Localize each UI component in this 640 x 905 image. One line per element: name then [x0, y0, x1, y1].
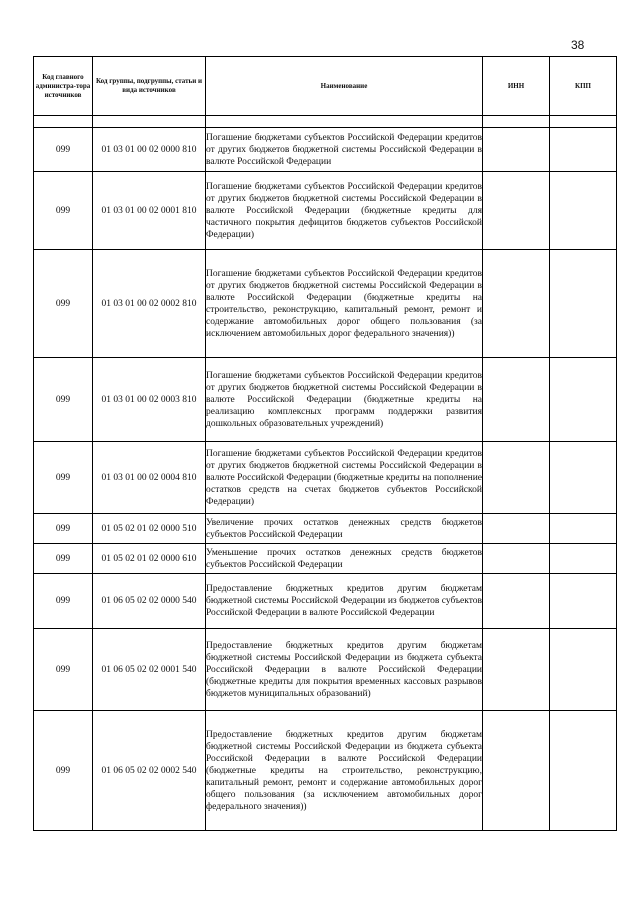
admin-code-cell: 099: [34, 629, 93, 711]
admin-code-cell: 099: [34, 128, 93, 172]
table-header-row: [34, 57, 617, 116]
table-row: [34, 358, 617, 442]
kpp-cell: [550, 629, 617, 711]
inn-cell: [483, 358, 550, 442]
header-spacer-row: [34, 116, 617, 128]
inn-cell: [483, 711, 550, 831]
kpp-cell: [550, 711, 617, 831]
table-row: [34, 514, 617, 544]
table-row: [34, 172, 617, 250]
admin-code-cell: 099: [34, 711, 93, 831]
name-cell: Предоставление бюджетных кредитов другим бюджетам бюджетной системы Российской Федерации из бюджета субъекта Российской Федерации в валюте Российской Федерации (бюджетные кредиты на строительство, реконструкцию, капитальный ремонт, ремонт и содержание автомобильных дорог общего пользования (за исключением автомобильных дорог федерального значения)): [206, 711, 483, 831]
source-code-cell: 01 03 01 00 02 0000 810: [93, 128, 206, 172]
header-inn: ИНН: [483, 57, 550, 116]
name-cell: Погашение бюджетами субъектов Российской Федерации кредитов от других бюджетов бюджетной системы Российской Федерации в валюте Российской Федерации: [206, 128, 483, 172]
table-row: [34, 629, 617, 711]
name-cell: Погашение бюджетами субъектов Российской Федерации кредитов от других бюджетов бюджетной системы Российской Федерации в валюте Российской Федерации (бюджетные кредиты на пополнение остатков средств на счетах бюджетов субъектов Российской Федерации): [206, 442, 483, 514]
source-code-cell: 01 03 01 00 02 0001 810: [93, 172, 206, 250]
kpp-cell: [550, 250, 617, 358]
source-code-cell: 01 06 05 02 02 0002 540: [93, 711, 206, 831]
inn-cell: [483, 250, 550, 358]
table-row: [34, 711, 617, 831]
table-row: [34, 544, 617, 574]
inn-cell: [483, 172, 550, 250]
sources-table: [33, 56, 617, 831]
name-cell: Увеличение прочих остатков денежных средств бюджетов субъектов Российской Федерации: [206, 514, 483, 544]
inn-cell: [483, 544, 550, 574]
table-row: [34, 574, 617, 629]
admin-code-cell: 099: [34, 172, 93, 250]
inn-cell: [483, 629, 550, 711]
kpp-cell: [550, 128, 617, 172]
kpp-cell: [550, 358, 617, 442]
admin-code-cell: 099: [34, 358, 93, 442]
kpp-cell: [550, 172, 617, 250]
inn-cell: [483, 442, 550, 514]
table-row: [34, 250, 617, 358]
source-code-cell: 01 03 01 00 02 0002 810: [93, 250, 206, 358]
table-row: [34, 442, 617, 514]
admin-code-cell: 099: [34, 574, 93, 629]
source-code-cell: 01 05 02 01 02 0000 510: [93, 514, 206, 544]
name-cell: Погашение бюджетами субъектов Российской Федерации кредитов от других бюджетов бюджетной системы Российской Федерации в валюте Российской Федерации (бюджетные кредиты на реализацию комплексных программ поддержки развития дошкольных образовательных учреждений): [206, 358, 483, 442]
table-row: [34, 128, 617, 172]
kpp-cell: [550, 574, 617, 629]
inn-cell: [483, 514, 550, 544]
kpp-cell: [550, 514, 617, 544]
header-source-code: Код группы, подгруппы, статьи и вида источников: [93, 57, 206, 116]
name-cell: Погашение бюджетами субъектов Российской Федерации кредитов от других бюджетов бюджетной системы Российской Федерации в валюте Российской Федерации (бюджетные кредиты на строительство, реконструкцию, капитальный ремонт, ремонт и содержание автомобильных дорог общего пользования (за исключением автомобильных дорог федерального значения)): [206, 250, 483, 358]
name-cell: Уменьшение прочих остатков денежных средств бюджетов субъектов Российской Федерации: [206, 544, 483, 574]
source-code-cell: 01 03 01 00 02 0003 810: [93, 358, 206, 442]
admin-code-cell: 099: [34, 442, 93, 514]
name-cell: Погашение бюджетами субъектов Российской Федерации кредитов от других бюджетов бюджетной системы Российской Федерации в валюте Российской Федерации (бюджетные кредиты для частичного покрытия дефицитов бюджетов субъектов Российской Федерации): [206, 172, 483, 250]
header-admin-code: Код главного администра-тора источников: [34, 57, 93, 116]
inn-cell: [483, 574, 550, 629]
header-name: Наименование: [206, 57, 483, 116]
name-cell: Предоставление бюджетных кредитов другим бюджетам бюджетной системы Российской Федерации из бюджетов субъектов Российской Федерации в валюте Российской Федерации: [206, 574, 483, 629]
source-code-cell: 01 06 05 02 02 0000 540: [93, 574, 206, 629]
admin-code-cell: 099: [34, 250, 93, 358]
kpp-cell: [550, 442, 617, 514]
source-code-cell: 01 05 02 01 02 0000 610: [93, 544, 206, 574]
source-code-cell: 01 03 01 00 02 0004 810: [93, 442, 206, 514]
source-code-cell: 01 06 05 02 02 0001 540: [93, 629, 206, 711]
page-number: 38: [571, 38, 585, 52]
admin-code-cell: 099: [34, 544, 93, 574]
name-cell: Предоставление бюджетных кредитов другим бюджетам бюджетной системы Российской Федерации из бюджета субъекта Российской Федерации в валюте Российской Федерации (бюджетные кредиты для покрытия временных кассовых разрывов бюджетов муниципальных образований): [206, 629, 483, 711]
admin-code-cell: 099: [34, 514, 93, 544]
inn-cell: [483, 128, 550, 172]
kpp-cell: [550, 544, 617, 574]
header-kpp: КПП: [550, 57, 617, 116]
